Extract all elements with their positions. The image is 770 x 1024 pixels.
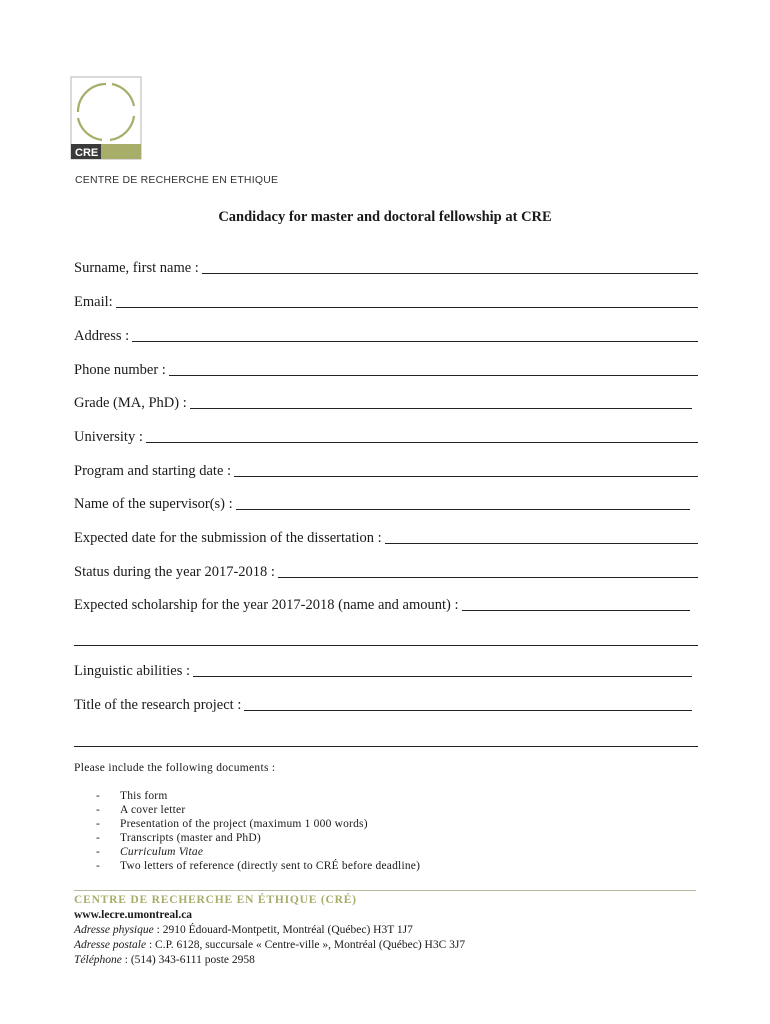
surname-field[interactable] <box>74 257 698 277</box>
phone-label: Phone number : <box>74 362 166 378</box>
submission-date-field[interactable] <box>74 527 698 547</box>
list-item: - Curriculum Vitae <box>96 846 204 858</box>
status-label: Status during the year 2017-2018 : <box>74 564 275 580</box>
program-label: Program and starting date : <box>74 463 232 479</box>
program-input-line[interactable] <box>234 476 698 477</box>
footer <box>74 893 465 968</box>
list-item: - Presentation of the project (maximum 1 000 words) <box>96 818 368 830</box>
cre-logo <box>70 76 144 160</box>
university-field[interactable] <box>74 426 698 446</box>
research-title-label: Title of the research project : <box>74 697 242 713</box>
phone-input-line[interactable] <box>169 375 698 376</box>
scholarship-field[interactable] <box>74 594 690 614</box>
footer-website-link[interactable]: www.lecre.umontreal.ca <box>74 909 193 921</box>
research-title-continuation-line[interactable] <box>74 746 698 747</box>
status-field[interactable] <box>74 561 698 581</box>
program-field[interactable] <box>74 460 698 480</box>
grade-label: Grade (MA, PhD) : <box>74 395 187 411</box>
footer-physical-address: Adresse physique : 2910 Édouard-Montpetit, Montréal (Québec) H3T 1J7 <box>74 924 413 936</box>
list-item: - Transcripts (master and PhD) <box>96 832 261 844</box>
list-item: - A cover letter <box>96 804 186 816</box>
footer-divider <box>74 890 696 891</box>
documents-list <box>96 789 420 873</box>
address-input-line[interactable] <box>132 341 698 342</box>
supervisor-label: Name of the supervisor(s) : <box>74 496 233 512</box>
research-title-input-line[interactable] <box>244 710 692 711</box>
surname-label: Surname, first name : <box>74 260 199 276</box>
scholarship-continuation-line[interactable] <box>74 645 698 646</box>
linguistic-field[interactable] <box>74 660 692 680</box>
email-input-line[interactable] <box>116 307 698 308</box>
address-label: Address : <box>74 328 130 344</box>
status-input-line[interactable] <box>278 577 698 578</box>
footer-phone: Téléphone : (514) 343-6111 poste 2958 <box>74 954 255 966</box>
footer-postal-address: Adresse postale : C.P. 6128, succursale « Centre-ville », Montréal (Québec) H3C 3J7 <box>74 939 466 951</box>
footer-center-name: CENTRE DE RECHERCHE EN ÉTHIQUE (CRÉ) <box>74 894 357 906</box>
linguistic-input-line[interactable] <box>193 676 692 677</box>
research-title-field[interactable] <box>74 694 692 714</box>
submission-date-input-line[interactable] <box>385 543 698 544</box>
logo-text: CRE <box>75 147 99 159</box>
university-label: University : <box>74 429 143 445</box>
scholarship-input-line[interactable] <box>462 610 690 611</box>
scholarship-label: Expected scholarship for the year 2017-2018 (name and amount) : <box>74 597 459 613</box>
submission-date-label: Expected date for the submission of the dissertation : <box>74 530 382 546</box>
supervisor-input-line[interactable] <box>236 509 690 510</box>
organization-name: CENTRE DE RECHERCHE EN ETHIQUE <box>75 174 279 186</box>
list-item: - This form <box>96 790 168 802</box>
surname-input-line[interactable] <box>202 273 698 274</box>
documents-intro: Please include the following documents : <box>74 762 276 774</box>
university-input-line[interactable] <box>146 442 698 443</box>
linguistic-label: Linguistic abilities : <box>74 663 190 679</box>
list-item: - Two letters of reference (directly sent to CRÉ before deadline) <box>96 860 421 872</box>
supervisor-field[interactable] <box>74 493 690 513</box>
email-field[interactable] <box>74 291 698 311</box>
grade-input-line[interactable] <box>190 408 692 409</box>
email-label: Email: <box>74 294 113 310</box>
grade-field[interactable] <box>74 392 692 412</box>
phone-field[interactable] <box>74 359 698 379</box>
address-field[interactable] <box>74 325 698 345</box>
page-title: Candidacy for master and doctoral fellowship at CRE <box>218 209 552 225</box>
